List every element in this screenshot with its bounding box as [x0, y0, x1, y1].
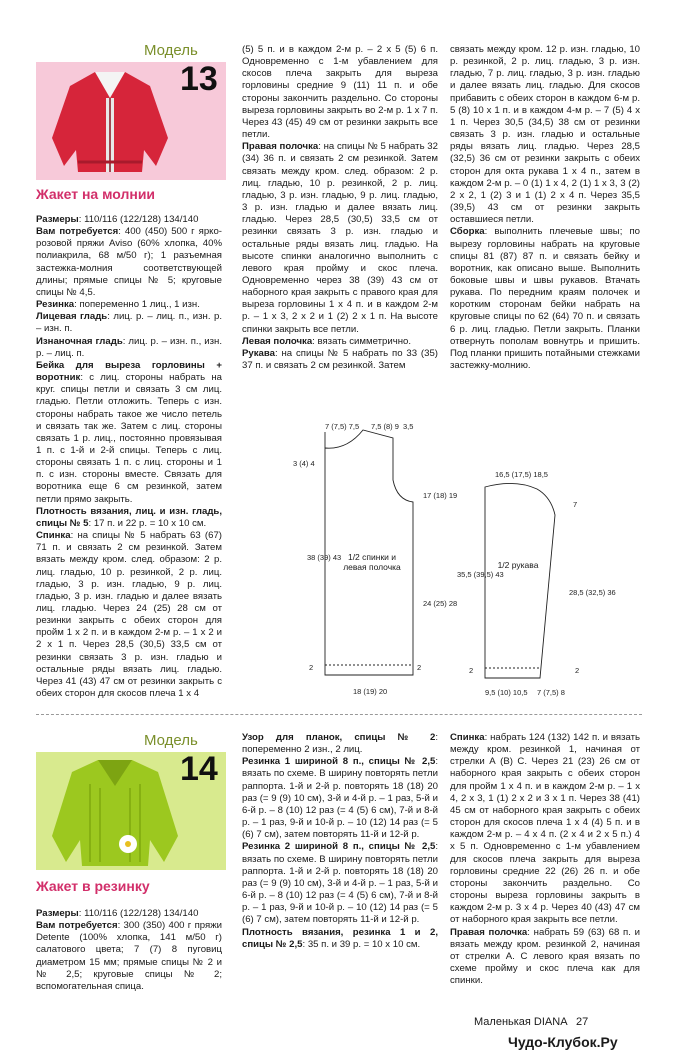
- sleeve-dim-rib2: 2: [575, 666, 580, 675]
- model13-photo: [40, 58, 180, 176]
- model14-right-column: [450, 732, 640, 987]
- model14-left-column: [36, 908, 222, 993]
- m14-l-0: Размеры: 110/116 (122/128) 134/140: [36, 908, 199, 919]
- body-diagram-label: 1/2 спинки и левая полочка: [343, 552, 401, 572]
- m13-l-6: Плотность вязания, лиц. и изн. гладь, спицы № 5: 17 п. и 22 р. = 10 х 10 см.: [36, 505, 222, 529]
- sleeve-dim-top: 16,5 (17,5) 18,5: [495, 470, 548, 479]
- sleeve-dim-rib: 2: [469, 666, 474, 675]
- m13-l-2: Резинка: попеременно 1 лиц., 1 изн.: [36, 299, 200, 311]
- model13-label: Модель: [144, 42, 198, 59]
- m13-m-0: (5) 5 п. и в каждом 2-м р. – 2 х 5 (5) 6 п. Одновременно с 1-м убавлением для скосов плеча закрыть для выреза горловины средние 9 (11) 11 п. и обе стороны закончить раздельно. Со стороны выреза горловины закрыть во 2-м р. 1 х 7 п. Через 43 (45) 49 см от резинки закрыть все петли.: [242, 44, 438, 141]
- model13-right-column: [450, 44, 640, 372]
- model14-title: Жакет в резинку: [36, 878, 150, 894]
- model13-number: 13: [180, 60, 218, 98]
- model14-photo: [40, 744, 190, 869]
- model14-middle-column: [242, 732, 438, 951]
- m13-l-5: Бейка для выреза горловины + воротник: с лиц. стороны набрать на круг. спицы петли и связать 3 см лиц. гладью. Петли отложить. Теперь с изн. стороны набрать такое же число петель и связать так же. Затем с лиц. стороны связать 1 р. лиц., постоянно провязывая 1 п. с 1-й и 2-й спицы. Теперь с лиц. стороны связать 1 п. с лиц. стороны и 1 п. с изн. стороны вместе. Связать для воротника еще 6 см резинкой, затем петли прямо закрыть.: [36, 359, 222, 505]
- footer-site-watermark: Чудо-Клубок.Ру: [508, 1034, 618, 1050]
- model14-label: Модель: [144, 732, 198, 749]
- sleeve-pattern-diagram: [455, 465, 616, 705]
- m13-m-1: Правая полочка: на спицы № 5 набрать 32 (34) 36 п. и связать 2 см резинкой. Затем связать между кром. след. образом: 2 р. лиц. гладью, 10 р. резинкой, 2 р. лиц. гладью, 3 р. изн. гладью, 9 р. лиц. гладью, 3 р. изн. гладью и далее вязать лиц. гладью. Через 28,5 (30,5) 33,5 см от резинки связать 3 р. изн. гладью и остальные ряды вязать лиц. гладью. На высоте спинки аналогично выполнить с левого края пройму и скос плеча. Одновременно через 38 (39) 43 см от наборного края закрыть с правого края для выреза горловины 1 х 4 п. и в каждом 2-м р. – 1 х 3, 2 х 2 и 1 (2) 2 х 1 п. На высоте спинки закрыть все петли.: [242, 141, 438, 335]
- model13-left-column: [36, 214, 222, 700]
- m13-r-1: Сборка: выполнить плечевые швы; по вырезу горловины набрать на круговые спицы 81 (87) 87 п. и связать бейку и воротник, как описано выше. Выполнить боковые швы и швы рукавов. Втачать рукава. По передним краям полочек и коротким сторонам бейки набрать на круговые спицы по 62 (64) 70 п. и связать 6 р. лиц. гладью. Петли закрыть. Планки отвернуть пополам вовнутрь и пришить. Под планки пришить потайными стежками застежку-молнию.: [450, 226, 640, 372]
- body-dim-top1: 7 (7,5) 7,5: [325, 422, 360, 431]
- sleeve-dim-cap: 7: [573, 500, 578, 509]
- m13-l-4: Изнаночная гладь: лиц. р. – изн. п., изн. р. – лиц. п.: [36, 335, 222, 359]
- model13-middle-column: [242, 44, 438, 372]
- body-dim-top2: 7,5 (8) 9: [371, 422, 399, 431]
- page-number: 27: [576, 1016, 589, 1028]
- magazine-name: Маленькая DIANA: [474, 1016, 567, 1028]
- sleeve-dim-bottom1: 9,5 (10) 10,5: [485, 688, 528, 697]
- green-jacket-image: [40, 744, 190, 869]
- body-dim-width: 18 (19) 20: [353, 687, 388, 696]
- red-jacket-image: [40, 58, 180, 176]
- sleeve-dim-side: 28,5 (32,5) 36: [569, 588, 616, 597]
- m13-l-1: Вам потребуется: 400 (450) 500 г ярко-розовой пряжи Aviso (60% хлопка, 40% полиакрила, 68 м/50 г); 1 разъемная застежка-молния соответствующей длины; прямые спицы № 5; круговые спицы № 4,5.: [36, 226, 222, 298]
- body-dim-rib2: 2: [417, 663, 422, 672]
- sleeve-dim-height: 35,5 (39,5) 43: [457, 570, 504, 579]
- m13-l-7: Спинка: на спицы № 5 набрать 63 (67) 71 п. и связать 2 см резинкой. Затем вязать между кром. след. образом: 2 р. лиц. гладью, 10 р. резинкой, 2 р. лиц. гладью, 3 р. изн. гладью, 9 р. лиц. гладью, 3 р. изн. гладью и далее вязать лиц. гладью. Через 24 (25) 28 см от резинки закрыть с обеих сторон для пройм 1 х 2 п. и в каждом 2-м р. – 1 х 2 и 2 х 1 п. Через 28,5 (30,5) 33,5 см от резинки связать 3 р. изн. гладью и остальные ряды вязать лиц. гладью. Через 41 (43) 47 см от резинки закрыть с обеих сторон для скосов плеча 1 х 4: [36, 530, 222, 700]
- body-dim-neck: 3 (4) 4: [293, 459, 315, 468]
- m13-m-3: Рукава: на спицы № 5 набрать по 33 (35) 37 п. и связать 2 см резинкой. Затем: [242, 347, 438, 372]
- m13-m-2: Левая полочка: вязать симметрично.: [242, 335, 412, 347]
- body-dim-height: 38 (39) 43: [307, 553, 342, 562]
- m13-r-0: связать между кром. 12 р. изн. гладью, 10 р. резинкой, 2 р. лиц. гладью, 3 р. изн. гладью, 7 р. лиц. гладью, 3 р. изн. гладью и далее вязать лиц. гладью. Для скосов прибавить с обеих сторон в каждом 6-м р. 5 (8) 10 х 1 п. и в каждом 4-м р. – 7 (5) 4 х 1 п. Через 30,5 (34,5) 38 см от резинки связать 3 р. изн. гладью и остальные ряды вязать лиц. гладью. Через 28,5 (32,5) 36 см от резинки закрыть с обеих сторон для окта рукава 1 х 4 п., затем в каждом 2-м р. – 0 (1) 1 х 4, 2 (1) 1 х 3, 3 (2) 2 х 2, 1 (2) 3 и 1 (1) 2 х 4 п. Через 35,5 (39,5) 43 см от резинки закрыть оставшиеся петли.: [450, 44, 640, 226]
- m13-l-3: Лицевая гладь: лиц. р. – лиц. п., изн. р. – изн. п.: [36, 311, 222, 335]
- body-dim-armhole: 17 (18) 19: [423, 491, 458, 500]
- m14-m-0: Узор для планок, спицы № 2: попеременно 2 изн., 2 лиц.: [242, 732, 438, 756]
- m13-l-0: Размеры: 110/116 (122/128) 134/140: [36, 214, 199, 225]
- section-divider: [36, 714, 642, 715]
- model13-title: Жакет на молнии: [36, 186, 156, 202]
- m14-m-3: Плотность вязания, резинка 1 и 2, спицы № 2,5: 35 п. и 39 р. = 10 х 10 см.: [242, 926, 438, 950]
- body-dim-top3: 3,5: [403, 422, 414, 431]
- m14-m-2: Резинка 2 шириной 8 п., спицы № 2,5: вязать по схеме. В ширину повторять петли раппорта. 1-й и 2-й р. повторять 18 (18) 20 раз (= 9 (9) 10 см), 3-й и 4-й р. – 1 раз, 5-й и 6-й р. – 8 (10) 12 раз (= 4 (5) 6 см), 7-й и 8-й р. – 1 раз, 9-й и 10-й р. – 10 (12) 14 раз (= 5 (6) 7 см), затем повторять 11-й и 12-й р.: [242, 841, 438, 926]
- m14-m-1: Резинка 1 шириной 8 п., спицы № 2,5: вязать по схеме. В ширину повторять петли раппорта. 1-й и 2-й р. повторять 18 (18) 20 раз (= 9 (9) 10 см), 3-й и 4-й р. – 1 раз, 5-й и 6-й р. – 8 (10) 12 раз (= 4 (5) 6 см), 7-й и 8-й р. – 1 раз, 9-й и 10-й р. – 10 (12) 14 раз (= 5 (6) 7 см), затем повторять 11-й и 12-й р.: [242, 756, 438, 841]
- body-dim-rib: 2: [309, 663, 314, 672]
- m14-r-0: Спинка: набрать 124 (132) 142 п. и вязать между кром. резинкой 1, начиная от стрелки А (В) С. Через 21 (23) 26 см от наборного края закрыть с обеих сторон для пройм 1 х 4 п. и в каждом 2-м р. – 1 х 4, 2 х 3, 1 (1) 2 х 2 и 3 х 1 п. Через 38 (41) 45 см от наборного края закрыть с обеих сторон для скосов плеча 1 х 4 (4) 5 п. и в каждом 2-м р. – 4 х 4 п. (2 х 4 и 2 х 5 п.) 4 х 5 п. Одновременно с 1-м убавлением для скосов плеча закрыть для выреза горловины средние 22 (26) 26 п. и обе стороны закончить раздельно. Со стороны выреза горловины закрыть в каждом 2-м р. 3 х 4 р. Через 40 (43) 47 см от наборного края закрыть все петли.: [450, 732, 640, 926]
- body-dim-side: 24 (25) 28: [423, 599, 458, 608]
- sleeve-diagram-label: 1/2 рукава: [497, 560, 539, 570]
- m14-l-1: Вам потребуется: 300 (350) 400 г пряжи Detente (100% хлопка, 141 м/50 г) салатового цвета; 7 (7) 8 пуговиц диаметром 15 мм; прямые спицы № 2 и № 2,5; круговые спицы № 2; вспомогательная спица.: [36, 920, 222, 992]
- m14-r-1: Правая полочка: набрать 59 (63) 68 п. и вязать между кром. резинкой 2, начиная от стрелки А. С левого края вязать по схеме пройму и скос плеча как для спинки.: [450, 926, 640, 987]
- model14-number: 14: [180, 750, 218, 788]
- sleeve-dim-bottom2: 7 (7,5) 8: [537, 688, 565, 697]
- footer-magazine: [474, 1016, 588, 1028]
- body-pattern-diagram: [285, 420, 458, 700]
